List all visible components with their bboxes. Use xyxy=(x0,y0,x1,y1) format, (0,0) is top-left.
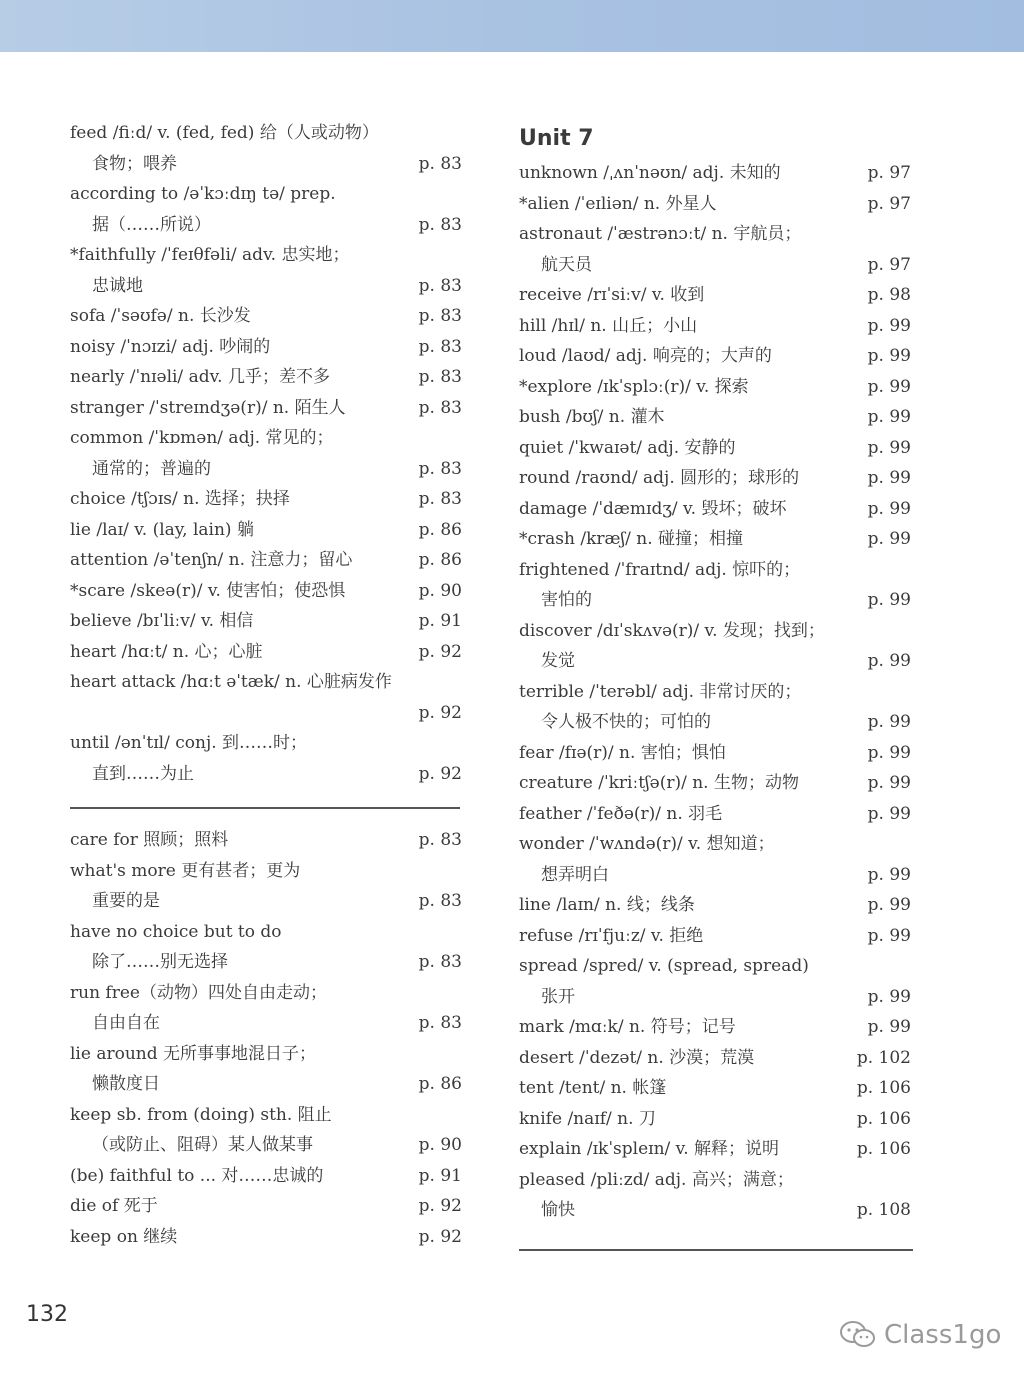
page-reference: p. 92 xyxy=(418,1196,462,1216)
page-reference: p. 83 xyxy=(418,153,462,174)
list-item xyxy=(519,677,911,708)
left-column xyxy=(70,118,462,1252)
entry-text: unknown /ˌʌnˈnəʊn/ adj. 未知的 xyxy=(519,163,781,183)
section-divider xyxy=(70,807,460,809)
list-item xyxy=(519,707,911,738)
entry-text: heart /hɑːt/ n. 心；心脏 xyxy=(70,641,263,662)
phrase-list xyxy=(70,825,462,1252)
entry-text: care for 照顾；照料 xyxy=(70,830,229,850)
page-reference: p. 83 xyxy=(418,830,462,850)
page-reference: p. 99 xyxy=(867,895,911,915)
entry-text: noisy /ˈnɔɪzi/ adj. 吵闹的 xyxy=(70,336,271,357)
list-item xyxy=(519,433,911,464)
page-reference: p. 99 xyxy=(867,1017,911,1037)
entry-text: *alien /ˈeɪliən/ n. 外星人 xyxy=(519,193,717,214)
list-item xyxy=(519,158,911,189)
page-reference: p. 99 xyxy=(867,803,911,824)
list-item xyxy=(519,1073,911,1104)
entry-text: 自由自在 xyxy=(92,1013,160,1033)
entry-text: nearly /ˈnɪəli/ adv. 几乎；差不多 xyxy=(70,367,330,387)
page-reference: p. 83 xyxy=(418,214,462,235)
list-item xyxy=(519,860,911,891)
entry-text: 航天员 xyxy=(541,254,592,275)
list-item xyxy=(70,978,462,1009)
list-item xyxy=(519,341,911,372)
entry-text: discover /dɪˈskʌvə(r)/ v. 发现；找到； xyxy=(519,620,825,641)
entry-text: tent /tent/ n. 帐篷 xyxy=(519,1078,667,1098)
page-reference: p. 86 xyxy=(418,1074,462,1094)
entry-text: 通常的；普遍的 xyxy=(92,458,211,479)
page-reference: p. 106 xyxy=(856,1108,911,1129)
page-reference: p. 99 xyxy=(867,773,911,793)
list-item xyxy=(519,1104,911,1135)
list-item xyxy=(70,118,462,149)
list-item xyxy=(519,585,911,616)
list-item xyxy=(519,921,911,952)
list-item xyxy=(519,890,911,921)
list-item xyxy=(70,332,462,363)
list-item xyxy=(70,210,462,241)
page-reference: p. 83 xyxy=(418,306,462,326)
list-item xyxy=(70,1069,462,1100)
list-item xyxy=(70,917,462,948)
list-item xyxy=(519,524,911,555)
list-item xyxy=(70,515,462,546)
list-item xyxy=(70,825,462,856)
entry-text: 除了……别无选择 xyxy=(92,952,228,972)
entry-text: have no choice but to do xyxy=(70,921,282,942)
list-item xyxy=(519,372,911,403)
entry-text: keep on 继续 xyxy=(70,1226,178,1247)
entry-text: die of 死于 xyxy=(70,1196,158,1216)
list-item xyxy=(519,768,911,799)
entry-text: quiet /ˈkwaɪət/ adj. 安静的 xyxy=(519,437,736,458)
page-reference: p. 99 xyxy=(867,315,911,336)
list-item xyxy=(70,362,462,393)
page-reference: p. 92 xyxy=(418,1226,462,1247)
list-item xyxy=(519,463,911,494)
list-item xyxy=(70,1130,462,1161)
entry-text: sofa /ˈsəʊfə/ n. 长沙发 xyxy=(70,306,251,326)
page-reference: p. 99 xyxy=(867,864,911,885)
page-reference: p. 83 xyxy=(418,952,462,972)
list-item xyxy=(70,149,462,180)
entry-text: keep sb. from (doing) sth. 阻止 xyxy=(70,1104,332,1125)
vocabulary-list xyxy=(519,158,911,1226)
list-item xyxy=(70,728,462,759)
entry-text: （或防止、阻碍）某人做某事 xyxy=(92,1135,313,1155)
entry-text: 食物；喂养 xyxy=(92,153,177,174)
page-reference: p. 97 xyxy=(867,163,911,183)
entry-text: 发觉 xyxy=(541,651,575,671)
list-item xyxy=(70,179,462,210)
entry-text: feather /ˈfeðə(r)/ n. 羽毛 xyxy=(519,803,723,824)
entry-text: line /laɪn/ n. 线；线条 xyxy=(519,895,695,915)
entry-text: stranger /ˈstreɪndʒə(r)/ n. 陌生人 xyxy=(70,397,346,418)
page-reference: p. 98 xyxy=(867,285,911,305)
page-reference: p. 97 xyxy=(867,193,911,214)
list-item xyxy=(70,393,462,424)
page-reference: p. 83 xyxy=(418,1013,462,1033)
entry-text: wonder /ˈwʌndə(r)/ v. 想知道； xyxy=(519,834,775,854)
page-reference: p. 92 xyxy=(418,641,462,662)
list-item xyxy=(519,494,911,525)
list-item xyxy=(70,576,462,607)
entry-text: choice /tʃɔɪs/ n. 选择；抉择 xyxy=(70,489,290,509)
page-reference: p. 106 xyxy=(856,1078,911,1098)
page-reference: p. 99 xyxy=(867,651,911,671)
list-item xyxy=(70,1161,462,1192)
list-item xyxy=(519,1134,911,1165)
entry-text: *scare /skeə(r)/ v. 使害怕；使恐惧 xyxy=(70,580,346,601)
list-item xyxy=(70,301,462,332)
list-item xyxy=(70,1039,462,1070)
entry-text: terrible /ˈterəbl/ adj. 非常讨厌的； xyxy=(519,681,802,702)
list-item xyxy=(70,454,462,485)
page-reference: p. 86 xyxy=(418,519,462,540)
list-item xyxy=(519,1012,911,1043)
entry-text: *faithfully /ˈfeɪθfəli/ adv. 忠实地； xyxy=(70,245,350,265)
list-item xyxy=(519,219,911,250)
list-item xyxy=(70,606,462,637)
page-reference: p. 102 xyxy=(856,1047,911,1068)
page-number: 132 xyxy=(26,1302,68,1327)
entry-text: run free（动物）四处自由走动； xyxy=(70,982,327,1003)
list-item xyxy=(519,646,911,677)
watermark xyxy=(838,1318,1001,1352)
page-reference: p. 99 xyxy=(867,498,911,519)
entry-text: refuse /rɪˈfjuːz/ v. 拒绝 xyxy=(519,925,704,946)
entry-text: bush /bʊʃ/ n. 灌木 xyxy=(519,407,665,427)
entry-text: feed /fiːd/ v. (fed, fed) 给（人或动物） xyxy=(70,123,379,143)
entry-text: creature /ˈkriːtʃə(r)/ n. 生物；动物 xyxy=(519,773,799,793)
page-reference: p. 91 xyxy=(418,1165,462,1186)
entry-text: according to /əˈkɔːdɪŋ tə/ prep. xyxy=(70,184,336,204)
page-reference: p. 83 xyxy=(418,275,462,296)
right-column xyxy=(519,118,911,1226)
list-item xyxy=(70,1191,462,1222)
page-reference: p. 83 xyxy=(418,458,462,479)
entry-text: 害怕的 xyxy=(541,590,592,610)
list-item xyxy=(70,271,462,302)
entry-text: believe /bɪˈliːv/ v. 相信 xyxy=(70,611,254,631)
entry-text: explain /ɪkˈspleɪn/ v. 解释；说明 xyxy=(519,1139,780,1159)
list-item xyxy=(519,982,911,1013)
page-reference: p. 97 xyxy=(867,254,911,275)
list-item xyxy=(519,1195,911,1226)
list-item xyxy=(70,545,462,576)
list-item xyxy=(70,759,462,790)
list-item xyxy=(70,856,462,887)
entry-text: 忠诚地 xyxy=(92,275,143,296)
page-reference: p. 99 xyxy=(867,468,911,488)
list-item xyxy=(70,667,462,698)
section-divider xyxy=(519,1249,913,1251)
header-band xyxy=(0,0,1024,52)
list-item xyxy=(519,616,911,647)
entry-text: astronaut /ˈæstrənɔːt/ n. 宇航员； xyxy=(519,224,802,244)
list-item xyxy=(519,951,911,982)
page-reference: p. 108 xyxy=(856,1200,911,1220)
unit-heading: Unit 7 xyxy=(519,126,594,151)
entry-text: pleased /pliːzd/ adj. 高兴；满意； xyxy=(519,1169,794,1190)
entry-text: 令人极不快的；可怕的 xyxy=(541,712,711,732)
wechat-icon xyxy=(838,1319,878,1351)
list-item xyxy=(519,189,911,220)
entry-text: hill /hɪl/ n. 山丘；小山 xyxy=(519,315,698,336)
list-item xyxy=(519,402,911,433)
page-reference: p. 99 xyxy=(867,346,911,366)
page-reference: p. 99 xyxy=(867,925,911,946)
entry-text: receive /rɪˈsiːv/ v. 收到 xyxy=(519,285,705,305)
list-item xyxy=(519,738,911,769)
list-item xyxy=(519,280,911,311)
page-reference: p. 90 xyxy=(418,580,462,601)
list-item xyxy=(70,484,462,515)
list-item xyxy=(519,250,911,281)
entry-text: 愉快 xyxy=(541,1200,575,1220)
page-reference: p. 106 xyxy=(856,1139,911,1159)
entry-text: desert /ˈdezət/ n. 沙漠；荒漠 xyxy=(519,1047,755,1068)
entry-text: until /ənˈtɪl/ conj. 到……时； xyxy=(70,733,308,753)
page-reference: p. 99 xyxy=(867,376,911,397)
page-reference: p. 91 xyxy=(418,611,462,631)
entry-text: *explore /ɪkˈsplɔː(r)/ v. 探索 xyxy=(519,376,749,397)
entry-text: knife /naɪf/ n. 刀 xyxy=(519,1108,656,1129)
entry-text: 直到……为止 xyxy=(92,763,194,784)
entry-text: lie /laɪ/ v. (lay, lain) 躺 xyxy=(70,519,254,540)
page-reference: p. 92 xyxy=(418,702,462,723)
page-reference: p. 83 xyxy=(418,489,462,509)
page-reference: p. 99 xyxy=(867,742,911,763)
list-item xyxy=(70,240,462,271)
entry-text: mark /mɑːk/ n. 符号；记号 xyxy=(519,1017,736,1037)
entry-text: what's more 更有甚者；更为 xyxy=(70,860,301,881)
list-item xyxy=(70,886,462,917)
page-reference: p. 90 xyxy=(418,1135,462,1155)
page-reference: p. 92 xyxy=(418,763,462,784)
entry-text: (be) faithful to ... 对……忠诚的 xyxy=(70,1165,324,1186)
entry-text: *crash /kræʃ/ n. 碰撞；相撞 xyxy=(519,529,743,549)
page-reference: p. 86 xyxy=(418,550,462,570)
page-reference: p. 83 xyxy=(418,891,462,911)
entry-text: 懒散度日 xyxy=(92,1074,160,1094)
vocabulary-list xyxy=(70,118,462,789)
page-reference: p. 83 xyxy=(418,397,462,418)
page-reference: p. 99 xyxy=(867,986,911,1007)
entry-text: loud /laʊd/ adj. 响亮的；大声的 xyxy=(519,346,772,366)
entry-text: 张开 xyxy=(541,986,575,1007)
entry-text: frightened /ˈfraɪtnd/ adj. 惊吓的； xyxy=(519,559,801,580)
entry-text: damage /ˈdæmɪdʒ/ v. 毁坏；破坏 xyxy=(519,498,787,519)
watermark-text: Class1go xyxy=(884,1320,1002,1350)
page-reference: p. 99 xyxy=(867,590,911,610)
list-item xyxy=(519,829,911,860)
entry-text: 据（……所说） xyxy=(92,214,211,235)
entry-text: lie around 无所事事地混日子； xyxy=(70,1043,317,1064)
page-reference: p. 99 xyxy=(867,407,911,427)
entry-text: 想弄明白 xyxy=(541,864,609,885)
entry-text: 重要的是 xyxy=(92,891,160,911)
page-reference: p. 99 xyxy=(867,437,911,458)
entry-text: spread /spred/ v. (spread, spread) xyxy=(519,956,809,976)
entry-text: common /ˈkɒmən/ adj. 常见的； xyxy=(70,428,334,448)
list-item xyxy=(70,1008,462,1039)
list-item xyxy=(519,799,911,830)
entry-text: heart attack /hɑːt əˈtæk/ n. 心脏病发作 xyxy=(70,672,392,692)
entry-text: fear /fɪə(r)/ n. 害怕；惧怕 xyxy=(519,742,726,763)
page-reference: p. 83 xyxy=(418,336,462,357)
list-item xyxy=(70,698,462,729)
list-item xyxy=(519,1043,911,1074)
list-item xyxy=(70,637,462,668)
list-item xyxy=(519,1165,911,1196)
list-item xyxy=(519,311,911,342)
entry-text: round /raʊnd/ adj. 圆形的；球形的 xyxy=(519,468,800,488)
list-item xyxy=(519,555,911,586)
page-reference: p. 99 xyxy=(867,529,911,549)
list-item xyxy=(70,423,462,454)
list-item xyxy=(70,947,462,978)
page-reference: p. 83 xyxy=(418,367,462,387)
list-item xyxy=(70,1222,462,1253)
entry-text: attention /əˈtenʃn/ n. 注意力；留心 xyxy=(70,550,353,570)
list-item xyxy=(70,1100,462,1131)
page-reference: p. 99 xyxy=(867,712,911,732)
